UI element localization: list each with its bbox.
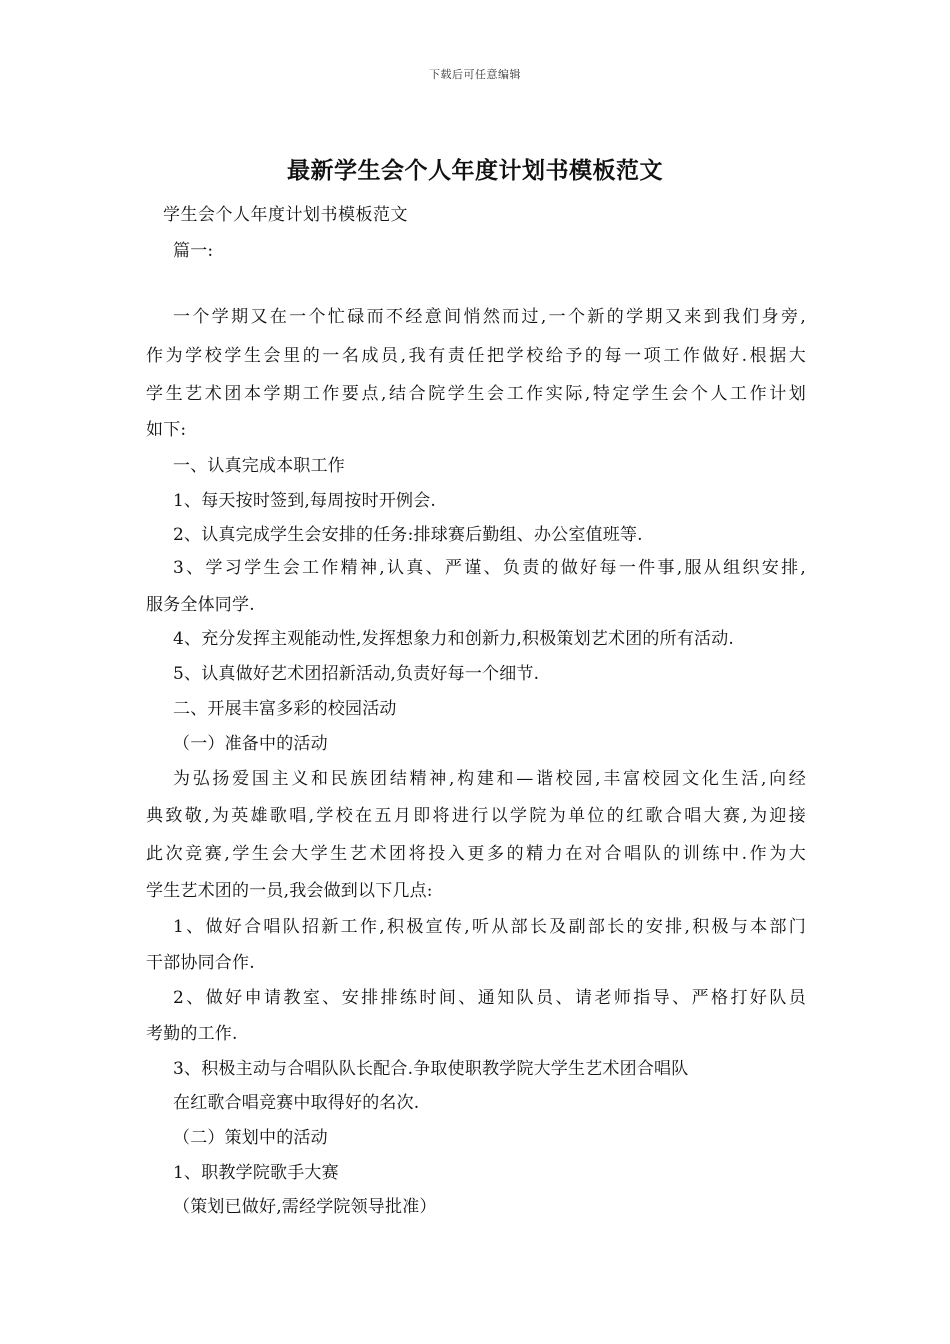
section-label: 篇一: xyxy=(173,241,214,261)
header-note: 下载后可任意编辑 xyxy=(429,68,521,81)
list-item: 3、学习学生会工作精神,认真、严谨、负责的做好每一件事,服从组织安排, xyxy=(173,558,806,578)
section-heading: 二、开展丰富多彩的校园活动 xyxy=(173,699,397,719)
list-item: 4、充分发挥主观能动性,发挥想象力和创新力,积极策划艺术团的所有活动. xyxy=(173,629,735,649)
list-item: 5、认真做好艺术团招新活动,负责好每一个细节. xyxy=(173,664,540,684)
paragraph-line: 学生艺术团的一员,我会做到以下几点: xyxy=(146,881,433,901)
paragraph-line: 作为学校学生会里的一名成员,我有责任把学校给予的每一项工作做好.根据大 xyxy=(146,346,806,366)
paragraph-line: 学生艺术团本学期工作要点,结合院学生会工作实际,特定学生会个人工作计划 xyxy=(146,384,806,404)
document-subtitle: 学生会个人年度计划书模板范文 xyxy=(163,205,408,225)
subsection-heading: （一）准备中的活动 xyxy=(173,734,328,754)
subsection-heading: （二）策划中的活动 xyxy=(173,1128,328,1148)
list-item-continuation: 在红歌合唱竞赛中取得好的名次. xyxy=(173,1093,420,1113)
list-item-note: （策划已做好,需经学院领导批准） xyxy=(173,1197,437,1217)
paragraph-line: 如下: xyxy=(146,420,187,440)
list-item-continuation: 考勤的工作. xyxy=(146,1024,238,1044)
list-item: 2、做好申请教室、安排排练时间、通知队员、请老师指导、严格打好队员 xyxy=(173,988,806,1008)
document-title: 最新学生会个人年度计划书模板范文 xyxy=(287,157,663,184)
section-heading: 一、认真完成本职工作 xyxy=(173,456,345,476)
list-item: 1、做好合唱队招新工作,积极宣传,听从部长及副部长的安排,积极与本部门 xyxy=(173,917,806,937)
list-item-continuation: 干部协同合作. xyxy=(146,953,255,973)
paragraph-line: 典致敬,为英雄歌唱,学校在五月即将进行以学院为单位的红歌合唱大赛,为迎接 xyxy=(146,806,806,826)
paragraph-line: 此次竞赛,学生会大学生艺术团将投入更多的精力在对合唱队的训练中.作为大 xyxy=(146,844,806,864)
list-item-continuation: 服务全体同学. xyxy=(146,595,255,615)
paragraph-line: 为弘扬爱国主义和民族团结精神,构建和—谐校园,丰富校园文化生活,向经 xyxy=(173,769,806,789)
list-item: 3、积极主动与合唱队队长配合.争取使职教学院大学生艺术团合唱队 xyxy=(173,1059,689,1079)
list-item: 1、每天按时签到,每周按时开例会. xyxy=(173,491,437,511)
list-item: 1、职教学院歌手大赛 xyxy=(173,1163,339,1183)
list-item: 2、认真完成学生会安排的任务:排球赛后勤组、办公室值班等. xyxy=(173,525,643,545)
paragraph-line: 一个学期又在一个忙碌而不经意间悄然而过,一个新的学期又来到我们身旁, xyxy=(173,307,806,327)
